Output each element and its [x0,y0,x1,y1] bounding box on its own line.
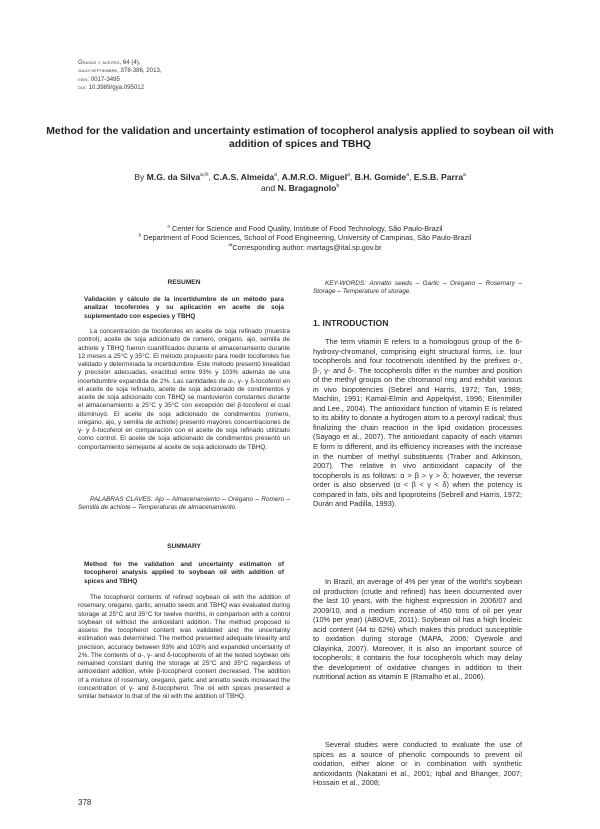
article-title: Method for the validation and uncertainty estimation of tocopherol analysis applied to soybean oil with addition of spices and TBHQ [46,126,554,150]
journal-line-1 [78,59,162,67]
author: N. Bragagnolo [277,183,337,193]
envelope-icon: ✉ [228,242,233,248]
journal-doi: doi: 10.3989/gya.095012 [78,84,145,92]
journal-issn: issn: 0017-3495 [78,75,120,83]
author: B.H. Gomide [354,172,407,182]
intro-paragraph-2: In Brazil, an average of 4% per year of the world's soybean oil production (crude and refined) has been documented over the last 10 years, with the highest expression in 2006/07 and 2009/10, and a medium increase of 450 tons of oil per year (10% per year) (ABIOVE, 2011). Soybean oil has a high linoleic acid content (44 to 62%) which makes this product susceptible to oxidation during storage (MAPA, 2006; Oyewole and Olayinka, 2007). Moreover, it is also an important source of tocopherols; it contains the four tocopherols which may delay the development of oxidative changes in addition to their nutritional action as vitamin E (Ramalho et al., 2006). [313,577,522,682]
author: M.G. da Silva [146,172,201,182]
intro-paragraph-3: Several studies were conducted to evaluate the use of spices as a source of phenolic compounds to prevent oil oxidation, either alone or in combination with synthetic antioxidants (Nakatani et al., 2001; Iqbal and Bhanger, 2007; Hossain et al., 2008; [313,740,522,788]
affiliation-a: $^a$ Center for Science and Food Quality, Institute of Food Technology, São Paulo-Brazil [167,223,443,233]
resumen-heading: RESUMEN [167,279,201,286]
affiliation-b: $^b$ Department of Food Sciences, School of Food Engineering, University of Campinas, São Paulo-Brazil [138,232,472,243]
summary-heading: SUMMARY [167,543,201,550]
journal-pages: , 378-386, 2013, [117,67,162,75]
resumen-title: Validación y cálculo de la incertidumbre de un método para analizar tocoferoles y su aplicación en aceite de soja suplementado con especies y TBHQ [84,296,284,320]
summary-body: The tocopherol contents of refined soybean oil with the addition of rosemary, oregano, garlic, annatto seeds and TBHQ was evaluated during storage at 25°C and 35°C for twelve months, in comparison with a control soybean oil without the antioxidant addition. The method proposed to assess the tocopherol content was validated and the uncertainty estimation was determined. The method presented adequate linearity and precision, accuracy between 93% and 103% and expanded uncertainty of 2%. The contents of α-, γ- and δ-tocopherols of all the tested soybean oils remained constant during the storage at 25°C and 35°C regardless of antioxidant addition, while β-tocopherol content decreased. The addition of a mixture of rosemary, oregano, garlic and annatto seeds increased the concentration of γ- and δ-tocopherol. The oil with spices presented a similar behavior to that of the oil with the addition of TBHQ. [78,594,290,700]
journal-meta [78,59,162,93]
journal-volume: , 64 (4), [119,59,141,66]
summary-title: Method for the validation and uncertainty estimation of tocopherol analysis applied to soybean oil with addition of spices and TBHQ [84,561,284,585]
author: C.A.S. Almeida [213,172,275,182]
resumen-keywords: PALABRAS CLAVES: Ajo – Almacenamiento – Orégano – Romero – Semilla de achiote – Temperaturas de almacenamiento. [78,496,290,512]
journal-line-2 [78,67,162,75]
affiliations [70,224,540,252]
resumen-body: La concentración de tocoferoles en aceite de soja refinado (muestra control), aceite de soja adicionado de romero, orégano, ajo, semilla de achiote y TBHQ fueron cuantificados durante el almacenamiento durante 12 meses a 25°C y 35°C. El método propuesto para medir tocoferoles fue validado y determinada la incertidumbre. Este método presentó linealidad y precisión adecuadas, exactitud entre 93% y 103% además de una incertidumbre expandida de 2%. Las cantidades de α-, γ- y δ-tocoferol en el aceite de soja refinado, aceite de soja adicionado de condimentos y aceite de soja adicionado con TBHQ se mantuvieron constantes durante el almacenamiento a 25°C y 35°C con excepción del β-tocoferol el cual disminuyó. El aceite de soja adicionado de condimentos (romero, orégano, ajo, y semilla de achiote) presentó mayores concentraciones de γ- y δ-tocoferol en comparación con el aceite de soja refinado utilizado como control. El aceite de soja adicionado de condimentos presentó un comportamiento semejante al aceite de soja adicionado de TBHQ. [78,328,290,451]
journal-months: julio-septiembre [78,67,118,75]
author: A.M.R.O. Miguel [281,172,348,182]
corresponding-author: ✉Corresponding author: martags@ital.sp.gov.br [228,242,382,252]
section-heading-introduction: 1. INTRODUCTION [313,318,389,328]
intro-paragraph-1: The term vitamin E refers to a homologous group of the 6-hydroxy-chromanol, comprising eight structural forms, i.e. four tocopherols and four tocotrienols identified by the prefixes α-, β-, γ- and δ-. The tocopherols differ in the number and position of the methyl groups on the chromanol ring and exhibit various in vivo biopotencies (Sebrel and Harris, 1972; Tan, 1989; Machlin, 1991; Kamal-Elmin and Appelqvist, 1996; Eitenmiller and Lee., 2004). The antioxidant function of vitamin E is related to its ability to donate a hydrogen atom to a peroxyl radical; thus finalizing the chain reaction in the lipid oxidation processes (Sayago et al., 2007). The antioxidant capacity of each vitamin E form is different, and its efficiency increases with the increase in the number of methyl substituents (Traber and Atkinson, 2007). The relative in vivo antioxidant capacity of the tocopherols is as follows: α > β > γ > δ; however, the reverse order is also observed (α < β < γ < δ) when the potency is compared in fats, oils and lipoproteins (Sebrell and Harris, 1972; Durán and Padilla, 1993). [313,337,522,509]
keywords-en: KEY-WORDS: Annatto seeds – Garlic – Oregano – Rosemary – Storage – Temperature of storage. [313,280,522,296]
author: E.S.B. Parra [413,172,463,182]
page-number: 378 [78,798,92,807]
author-list: By M.G. da Silva$^{a,✉}$, C.A.S. Almeida$^a$, A.M.R.O. Miguel$^a$, B.H. Gomide$^a$, E.S.B. Parra$^a$ and N. Bragagnolo$^b$ [134,172,466,193]
journal-name: Grasas y aceites [78,59,120,66]
